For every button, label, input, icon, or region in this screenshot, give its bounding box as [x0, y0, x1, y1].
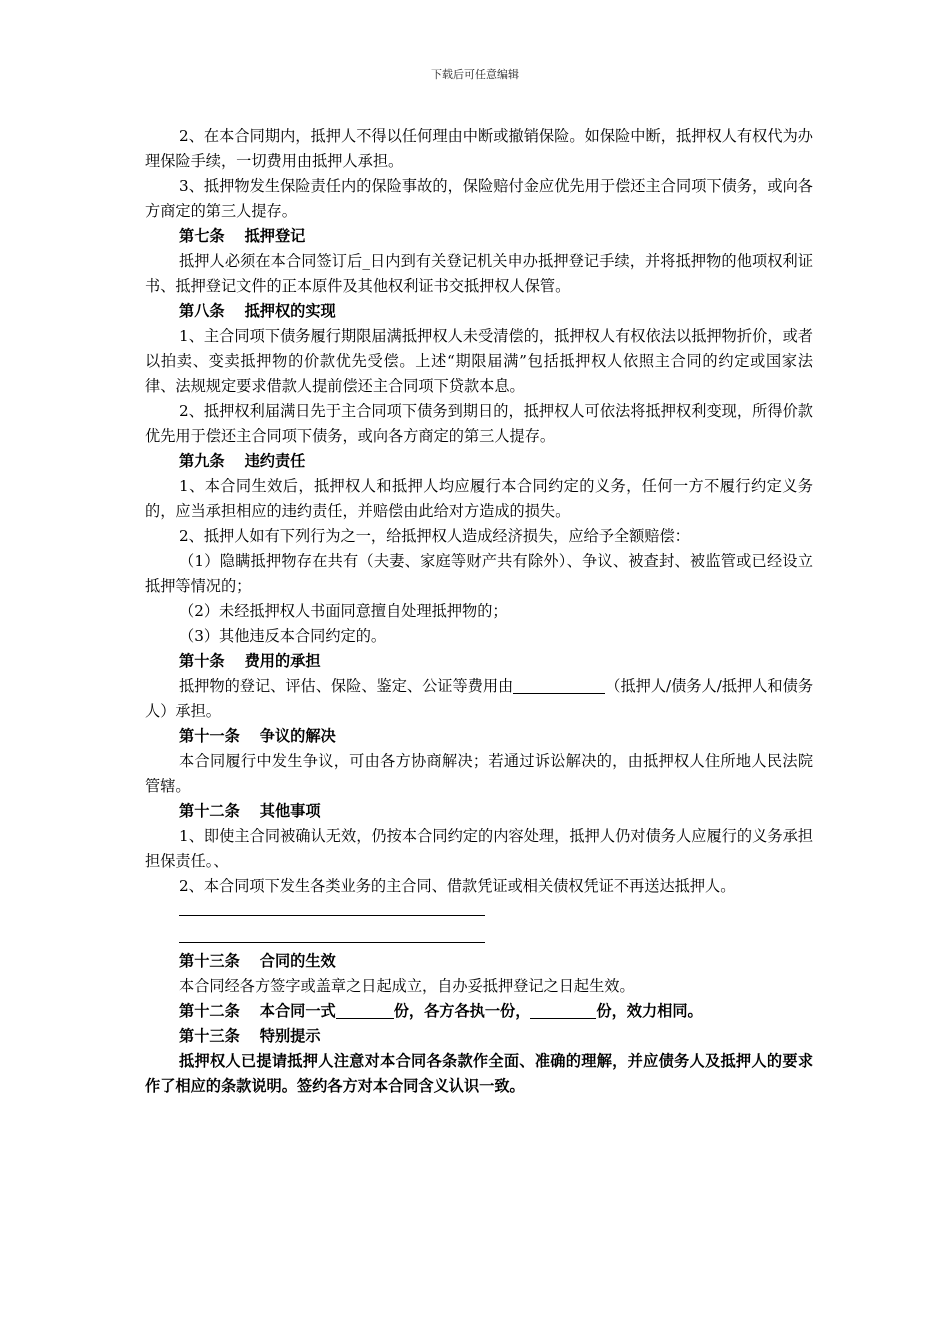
- article-heading: [145, 299, 813, 324]
- article-title: 违约责任: [244, 452, 306, 470]
- blank-line[interactable]: [179, 901, 485, 916]
- article-number: 第十二条: [179, 802, 240, 820]
- paragraph: 3、抵押物发生保险责任内的保险事故的，保险赔付金应优先用于偿还主合同项下债务，或向各方商定的第三人提存。: [145, 177, 813, 220]
- paragraph: （3）其他违反本合同约定的。: [179, 627, 387, 645]
- article-title: 抵押登记: [244, 227, 306, 245]
- paragraph: 1、主合同项下债务履行期限届满抵押权人未受清偿的，抵押权人有权依法以抵押物折价，或者以拍卖、变卖抵押物的价款优先受偿。上述“期限届满”包括抵押权人依照主合同的约定或国家法律、法规规定要求借款人提前偿还主合同项下贷款本息。: [145, 327, 813, 395]
- paragraph: 抵押人必须在本合同签订后_日内到有关登记机关申办抵押登记手续，并将抵押物的他项权利证书、抵押登记文件的正本原件及其他权利证书交抵押权人保管。: [145, 252, 813, 295]
- article-number: 第十三条: [179, 1027, 240, 1045]
- article-title: 费用的承担: [244, 652, 321, 670]
- paragraph: （1）隐瞒抵押物存在共有（夫妻、家庭等财产共有除外）、争议、被查封、被监管或已经设立抵押等情况的；: [145, 552, 813, 595]
- article-number: 第八条: [179, 302, 225, 320]
- paragraph: [145, 674, 813, 724]
- article-title: 争议的解决: [259, 727, 336, 745]
- article-title: 合同的生效: [259, 952, 336, 970]
- blank-line[interactable]: [179, 928, 485, 943]
- article-number: 第十三条: [179, 952, 240, 970]
- paragraph-text: 份，各方各执一份，: [393, 1002, 531, 1020]
- page-header: 下载后可任意编辑: [431, 68, 519, 81]
- article-heading: [145, 999, 813, 1024]
- paragraph-text: 本合同一式: [259, 1002, 336, 1020]
- paragraph: 1、即使主合同被确认无效，仍按本合同约定的内容处理，抵押人仍对债务人应履行的义务承担担保责任。、: [145, 827, 813, 870]
- paragraph: 本合同履行中发生争议，可由各方协商解决；若通过诉讼解决的，由抵押权人住所地人民法院管辖。: [145, 752, 813, 795]
- paragraph-text: 份，效力相同。: [596, 1002, 703, 1020]
- fill-in-blank[interactable]: [336, 1000, 394, 1019]
- article-heading: [145, 649, 813, 674]
- article-number: 第十条: [179, 652, 225, 670]
- paragraph: 2、在本合同期内，抵押人不得以任何理由中断或撤销保险。如保险中断，抵押权人有权代为办理保险手续，一切费用由抵押人承担。: [145, 127, 813, 170]
- fill-in-blank[interactable]: [513, 675, 605, 694]
- paragraph-text: 抵押物的登记、评估、保险、鉴定、公证等费用由: [179, 677, 514, 695]
- article-number: 第七条: [179, 227, 225, 245]
- article-heading: [145, 724, 813, 749]
- article-number: 第十一条: [179, 727, 240, 745]
- article-title: 特别提示: [259, 1027, 321, 1045]
- article-heading: [145, 449, 813, 474]
- paragraph: （2）未经抵押权人书面同意擅自处理抵押物的；: [179, 602, 508, 620]
- paragraph: 2、抵押权利届满日先于主合同项下债务到期日的，抵押权人可依法将抵押权利变现，所得价款优先用于偿还主合同项下债务，或向各方商定的第三人提存。: [145, 402, 813, 445]
- article-heading: [145, 224, 813, 249]
- article-title: 抵押权的实现: [244, 302, 336, 320]
- paragraph: 2、抵押人如有下列行为之一，给抵押权人造成经济损失，应给予全额赔偿：: [179, 527, 690, 545]
- article-number: 第九条: [179, 452, 225, 470]
- article-heading: [145, 949, 813, 974]
- paragraph: 抵押权人已提请抵押人注意对本合同各条款作全面、准确的理解，并应债务人及抵押人的要求作了相应的条款说明。签约各方对本合同含义认识一致。: [145, 1052, 813, 1095]
- article-number: 第十二条: [179, 1002, 240, 1020]
- fill-in-blank[interactable]: [530, 1000, 596, 1019]
- contract-body: [145, 124, 813, 1099]
- paragraph: 本合同经各方签字或盖章之日起成立，自办妥抵押登记之日起生效。: [179, 977, 635, 995]
- article-heading: [145, 799, 813, 824]
- article-title: 其他事项: [259, 802, 321, 820]
- paragraph: 1、本合同生效后，抵押权人和抵押人均应履行本合同约定的义务，任何一方不履行约定义务的，应当承担相应的违约责任，并赔偿由此给对方造成的损失。: [145, 477, 813, 520]
- paragraph-text: （抵押人/债务人/抵押人和债务人）承担。: [145, 677, 814, 720]
- article-heading: [145, 1024, 813, 1049]
- paragraph: 2、本合同项下发生各类业务的主合同、借款凭证或相关债权凭证不再送达抵押人。: [179, 877, 736, 895]
